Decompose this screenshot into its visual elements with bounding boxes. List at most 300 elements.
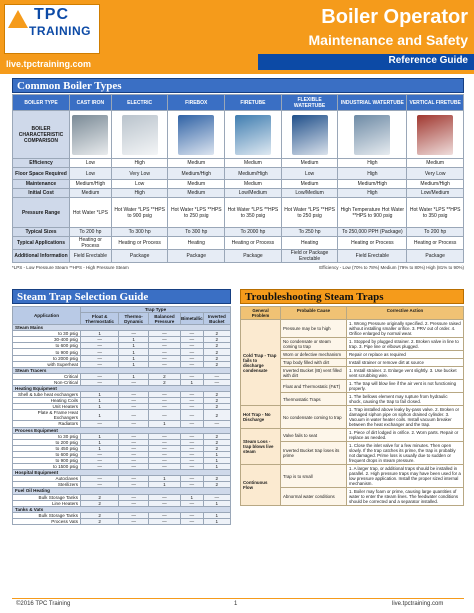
trap-rating-cell: — (81, 361, 119, 367)
boiler-cell: Hot Water *LPS **HPS to 250 psig (168, 198, 225, 228)
trap-rating-cell: — (119, 518, 148, 524)
trap-rating-cell: — (148, 464, 180, 470)
ts-row (241, 429, 464, 442)
trap-application: to 450 psig (13, 445, 81, 451)
boiler-image-cell (338, 111, 407, 159)
logo-triangle-icon (8, 10, 28, 28)
ts-col-header: General Problem (241, 307, 281, 320)
ts-cause: Worn or defective mechanism (281, 351, 347, 359)
boiler-cell: Field or Package Erectable (281, 250, 338, 263)
ts-action: Install strainer or remove dirt at source (347, 359, 464, 367)
ts-cause: Pressure may be to high (281, 320, 347, 338)
boiler-row-label: Initial Cost (13, 189, 70, 198)
boiler-cell: Very Low (111, 168, 168, 180)
trap-rating-cell: — (203, 421, 230, 427)
boiler-image-row (13, 111, 464, 159)
boiler-row (13, 180, 464, 189)
trap-rating-cell: — (81, 349, 119, 355)
trap-application: with Superheat (13, 361, 81, 367)
ts-col-header: Probable Cause (281, 307, 347, 320)
ts-cause: Float and Thermostatic (F&T) (281, 380, 347, 393)
trap-rating-cell: — (148, 433, 180, 439)
page-subtitle: Maintenance and Safety (308, 32, 468, 48)
boiler-photo-image (72, 115, 108, 155)
ts-action: 1. Stopped by plugged strainer. 2. Broken valve in line to trap. 3. Pipe line or elbows plugged. (347, 338, 464, 351)
ts-header-row (241, 307, 464, 320)
trap-rating-cell: 1 (81, 410, 119, 421)
trap-rating-cell: 1 (119, 349, 148, 355)
trap-application: Unit Heaters (13, 404, 81, 410)
trap-rating-cell: — (119, 404, 148, 410)
trap-section-title: Steam Trap Selection Guide (17, 291, 149, 303)
trap-rating-cell: 2 (203, 404, 230, 410)
trap-header-application: Application (13, 307, 81, 325)
trap-rating-cell: — (203, 373, 230, 379)
boiler-cell: Heating or Process (70, 237, 112, 250)
boiler-row (13, 168, 464, 180)
boiler-col-header: FLEXIBLE WATERTUBE (281, 95, 338, 111)
trap-rating-cell: — (119, 494, 148, 500)
trap-rating-cell: 2 (203, 398, 230, 404)
boiler-photo-image (417, 115, 453, 155)
trap-rating-cell: — (180, 512, 203, 518)
trap-rating-cell: 2 (81, 512, 119, 518)
trap-rating-cell: — (119, 482, 148, 488)
trap-rating-cell: — (180, 404, 203, 410)
ts-action: 1. The bellows element may rupture from hydraulic shock, causing the trap to fail closed. (347, 393, 464, 406)
boiler-image-cell (111, 111, 168, 159)
trap-rating-cell: — (148, 404, 180, 410)
boiler-row (13, 159, 464, 168)
ts-action: 1. Boiler may foam or prime, causing large quantities of water to enter the steam lines. The feedwater conditions should be corrected and a separator installed. (347, 488, 464, 506)
trap-rating-cell: 2 (81, 494, 119, 500)
trap-application: Sterilizers (13, 482, 81, 488)
trap-group-name: Fuel Oil Heating (13, 488, 231, 494)
boiler-cell: Medium (281, 159, 338, 168)
boiler-row-label: Additional Information (13, 250, 70, 263)
boiler-image-cell (70, 111, 112, 159)
footer-url-link[interactable]: live.tpctraining.com (392, 601, 444, 607)
trap-rating-cell: 2 (81, 518, 119, 524)
trap-rating-cell: — (180, 349, 203, 355)
boiler-cell: Low/Medium (407, 189, 464, 198)
trap-rating-cell: 2 (203, 361, 230, 367)
ts-action: 1. Install strainer. 2. Enlarge vent slightly. 3. Use bucket vent scrubbing wire. (347, 367, 464, 380)
trap-rating-cell: — (81, 379, 119, 385)
trap-rating-cell: 2 (203, 410, 230, 421)
boiler-row-label: Typical Sizes (13, 228, 70, 237)
boiler-col-header: BOILER TYPE (13, 95, 70, 111)
boiler-cell: Hot Water *LPS **HPS to 250 psig (281, 198, 338, 228)
trap-rating-cell: — (119, 476, 148, 482)
trap-rating-cell: 1 (81, 331, 119, 337)
boiler-cell: High (111, 159, 168, 168)
trap-rating-cell: 2 (81, 500, 119, 506)
trap-rating-cell: — (148, 439, 180, 445)
boiler-header-row (13, 95, 464, 111)
ts-action: 1. Trap installed above leaky by-pass valve. 2. Broken or damaged siphon pipe on siphon drained cylinder. 3. Vacuum in water heater coils. Install vacuum breaker between the heat exchanger and the trap. (347, 406, 464, 429)
boiler-cell: Field Erectable (338, 250, 407, 263)
trap-application: 30-400 psig (13, 337, 81, 343)
boiler-cell: Hot Water *LPS **HPS to 350 psig (407, 198, 464, 228)
boiler-col-header: VERTICAL FIRETUBE (407, 95, 464, 111)
logo-training-text: TRAINING (29, 24, 91, 38)
boiler-row-label: Floor Space Required (13, 168, 70, 180)
boiler-cell: Low/Medium (225, 189, 282, 198)
boiler-cell: Medium/High (407, 180, 464, 189)
trap-type-header: Inverted Bucket (203, 313, 230, 325)
trap-rating-cell: — (180, 476, 203, 482)
trap-rating-cell: 1 (81, 445, 119, 451)
trap-application: to 30 psig (13, 433, 81, 439)
ts-cause: Trap body filled with dirt (281, 359, 347, 367)
ts-table-wrap (240, 306, 464, 506)
boiler-cell: Package (168, 250, 225, 263)
boiler-table-wrap (12, 94, 464, 270)
boiler-photo-image (178, 115, 214, 155)
boiler-cell: To 2000 hp (225, 228, 282, 237)
ts-problem: Hot Trap - No Discharge (241, 406, 281, 429)
trap-application: Radiators (13, 421, 81, 427)
trap-rating-cell: — (81, 337, 119, 343)
boiler-image-cell (281, 111, 338, 159)
trap-rating-cell: 2 (148, 379, 180, 385)
boiler-col-header: ELECTRIC (111, 95, 168, 111)
trap-application: Autoclaves (13, 476, 81, 482)
boiler-section-bar (12, 78, 464, 93)
trap-application: Process Vats (13, 518, 81, 524)
trap-rating-cell: — (180, 500, 203, 506)
trap-section-bar (12, 289, 231, 304)
boiler-row (13, 198, 464, 228)
trap-application: to 600 psig (13, 343, 81, 349)
header-url-link[interactable]: live.tpctraining.com (6, 59, 92, 69)
logo-tpc-text: TPC (34, 6, 69, 23)
boiler-cell: Medium/High (70, 180, 112, 189)
boiler-section-title: Common Boiler Types (17, 80, 122, 92)
trap-application: to 2000 psig (13, 355, 81, 361)
trap-group-name: Steam Tracers (13, 367, 231, 373)
trap-rating-cell: 2 (203, 476, 230, 482)
boiler-row (13, 189, 464, 198)
boiler-photo-image (122, 115, 158, 155)
trap-rating-cell: — (180, 331, 203, 337)
ts-problem: Continuous Flow (241, 465, 281, 506)
trap-rating-cell: — (180, 343, 203, 349)
trap-application: to 900 psig (13, 457, 81, 463)
trap-rating-cell: — (180, 518, 203, 524)
boiler-cell: Low (281, 168, 338, 180)
trap-application: to 200 psig (13, 439, 81, 445)
boiler-row (13, 237, 464, 250)
boiler-cell: Hot Water *LPS **HPS to 900 psig (111, 198, 168, 228)
trap-rating-cell: — (148, 512, 180, 518)
trap-application: Bulk Storage Tanks (13, 494, 81, 500)
trap-application: Heating Coils (13, 398, 81, 404)
trap-rating-cell: 1 (203, 464, 230, 470)
boiler-row (13, 250, 464, 263)
boiler-cell: To 200 hp (70, 228, 112, 237)
ts-cause: No condensate coming to trap (281, 406, 347, 429)
trap-rating-cell: — (148, 451, 180, 457)
trap-rating-cell: 2 (203, 349, 230, 355)
trap-application: to 1500 psig (13, 464, 81, 470)
trap-rating-cell: — (148, 445, 180, 451)
ts-cause: No condensate or steam coming to trap (281, 338, 347, 351)
trap-type-header: Bimetallic (180, 313, 203, 325)
trap-rating-cell: 1 (203, 457, 230, 463)
boiler-row-label: Pressure Range (13, 198, 70, 228)
trap-application: Non-Critical (13, 379, 81, 385)
trap-table (12, 306, 231, 525)
ts-problem: Steam Loss - trap blows live steam (241, 429, 281, 465)
trap-rating-cell: — (119, 451, 148, 457)
trap-rating-cell: 1 (81, 439, 119, 445)
boiler-cell: Package (111, 250, 168, 263)
boiler-photo-image (235, 115, 271, 155)
trap-group-name: Heating Equipment (13, 386, 231, 392)
boiler-cell: Medium/High (168, 168, 225, 180)
trap-rating-cell: — (148, 331, 180, 337)
boiler-cell: To 300 hp (111, 228, 168, 237)
trap-application: Line Heaters (13, 500, 81, 506)
boiler-cell: Medium (281, 180, 338, 189)
trap-rating-cell: — (148, 343, 180, 349)
trap-rating-cell: — (81, 476, 119, 482)
boiler-table (12, 94, 464, 263)
trap-header-type: Trap Type (81, 307, 231, 313)
boiler-cell: Low (70, 168, 112, 180)
boiler-cell: To 250 hp (281, 228, 338, 237)
boiler-cell: Package (407, 250, 464, 263)
trap-group-name: Tanks & Vats (13, 506, 231, 512)
trap-rating-cell: — (180, 337, 203, 343)
boiler-image-cell (168, 111, 225, 159)
trap-rating-cell: — (148, 500, 180, 506)
trap-rating-cell: — (180, 410, 203, 421)
trap-rating-cell: — (148, 361, 180, 367)
boiler-cell: Field Erectable (70, 250, 112, 263)
trap-application: Plate & Frame Heat Exchangers (13, 410, 81, 421)
trap-rating-cell: — (203, 494, 230, 500)
ts-table (240, 306, 464, 506)
boiler-cell: High (338, 168, 407, 180)
trap-rating-cell: 2 (203, 343, 230, 349)
trap-rating-cell: — (180, 361, 203, 367)
trap-rating-cell: 1 (203, 518, 230, 524)
reference-guide-label: Reference Guide (388, 55, 468, 66)
ts-section-bar (240, 289, 464, 304)
boiler-row-label: Efficiency (13, 159, 70, 168)
boiler-cell: Heating or Process (225, 237, 282, 250)
trap-rating-cell: — (119, 410, 148, 421)
boiler-cell: Medium/High (338, 180, 407, 189)
boiler-row (13, 228, 464, 237)
trap-rating-cell: — (119, 331, 148, 337)
trap-application: to 600 psig (13, 451, 81, 457)
trap-rating-cell: — (180, 373, 203, 379)
boiler-cell: Heating or Process (338, 237, 407, 250)
trap-rating-cell: — (119, 439, 148, 445)
boiler-col-header: INDUSTRIAL WATERTUBE (338, 95, 407, 111)
boiler-cell: High (338, 189, 407, 198)
trap-application: to 30 psig (13, 331, 81, 337)
trap-application: Shell & tube heat exchangers (13, 392, 81, 398)
trap-rating-cell: — (180, 457, 203, 463)
boiler-cell: To 200 hp (407, 228, 464, 237)
trap-rating-cell: 1 (180, 494, 203, 500)
boiler-cell: Very Low (407, 168, 464, 180)
ts-cause: Trap is to small (281, 465, 347, 488)
ts-problem: Cold Trap - Trap fails to discharge condensate (241, 320, 281, 406)
ts-action: Repair or replace as required (347, 351, 464, 359)
boiler-row-label: Typical Applications (13, 237, 70, 250)
trap-row (13, 518, 231, 524)
ts-row (241, 465, 464, 488)
trap-rating-cell: — (180, 439, 203, 445)
boiler-footnote-left: *LPS - Low Pressure Steam **HPS - High Pressure Steam (12, 265, 129, 270)
trap-rating-cell: — (148, 337, 180, 343)
boiler-image-cell (225, 111, 282, 159)
trap-application: to 900 psig (13, 349, 81, 355)
ts-action: 1. Wrong Pressure originally specified. 2. Pressure raised without installing smaller orifice. 3. PRV out of order. 4. Orifice enlarged by normal wear. (347, 320, 464, 338)
trap-rating-cell: 1 (148, 482, 180, 488)
ts-cause: Valve fails to seat (281, 429, 347, 442)
boiler-cell: High (111, 189, 168, 198)
trap-rating-cell: — (180, 464, 203, 470)
trap-rating-cell: — (180, 398, 203, 404)
trap-rating-cell: 1 (81, 398, 119, 404)
ts-col-header: Corrective Action (347, 307, 464, 320)
boiler-cell: Medium (168, 189, 225, 198)
boiler-cell: To 300 hp (168, 228, 225, 237)
boiler-cell: Low/Medium (281, 189, 338, 198)
footer-divider (12, 598, 464, 599)
trap-rating-cell: 1 (119, 355, 148, 361)
boiler-photo-image (354, 115, 390, 155)
boiler-cell: Low (70, 159, 112, 168)
trap-rating-cell: — (148, 355, 180, 361)
boiler-cell: To 250,000 PPH (Package) (338, 228, 407, 237)
ts-action: 1. Close the inlet valve for a few minutes. Then open slowly. If the trap catches its prime, the trap is probably not damaged. Prime loss is usually due to sudden or frequent drops in steam pressure. (347, 442, 464, 465)
trap-rating-cell: — (119, 445, 148, 451)
boiler-col-header: FIREBOX (168, 95, 225, 111)
ts-cause: Abnormal water conditions (281, 488, 347, 506)
trap-rating-cell: — (81, 373, 119, 379)
ts-section-title: Troubleshooting Steam Traps (245, 291, 384, 303)
trap-group-name: Process Equipment (13, 427, 231, 433)
trap-rating-cell: 1 (203, 451, 230, 457)
boiler-cell: Hot Water *LPS **HPS to 350 psig (225, 198, 282, 228)
ts-cause: Thermostatic Traps (281, 393, 347, 406)
ts-row (241, 320, 464, 338)
boiler-image-cell (407, 111, 464, 159)
trap-rating-cell: — (119, 433, 148, 439)
boiler-cell: Low (111, 180, 168, 189)
trap-rating-cell: 1 (203, 500, 230, 506)
trap-rating-cell: — (203, 379, 230, 385)
ts-action: 1. Piece of dirt lodged in orifice. 2. Worn parts. Repair or replace as needed. (347, 429, 464, 442)
trap-application: Critical (13, 373, 81, 379)
boiler-cell: Heating or Process (111, 237, 168, 250)
trap-rating-cell: — (119, 398, 148, 404)
trap-rating-cell: — (119, 457, 148, 463)
trap-rating-cell: — (81, 355, 119, 361)
trap-type-header: Float & Thermostatic (81, 313, 119, 325)
trap-rating-cell: — (148, 398, 180, 404)
boiler-cell: Medium (70, 189, 112, 198)
boiler-cell: High (338, 159, 407, 168)
boiler-col-header: FIRETUBE (225, 95, 282, 111)
trap-rating-cell: — (148, 494, 180, 500)
trap-rating-cell: 1 (81, 404, 119, 410)
trap-rating-cell: 2 (203, 337, 230, 343)
trap-rating-cell: 1 (119, 337, 148, 343)
trap-type-header: Thermo-Dynamic (119, 313, 148, 325)
trap-rating-cell: — (119, 421, 148, 427)
boiler-cell: Medium (225, 159, 282, 168)
boiler-cell: Heating (168, 237, 225, 250)
trap-table-wrap (12, 306, 231, 525)
boiler-cell: Medium/High (225, 168, 282, 180)
boiler-footnote-right: Efficiency - Low (70% to 78%) Medium (79% to 80%) High (81% to 90%) (319, 265, 464, 270)
boiler-cell: Medium (168, 159, 225, 168)
footer-page-number: 1 (234, 601, 238, 607)
trap-rating-cell: — (148, 410, 180, 421)
boiler-cell: Package (225, 250, 282, 263)
ts-row (241, 406, 464, 429)
trap-rating-cell: — (119, 379, 148, 385)
trap-rating-cell: 1 (148, 421, 180, 427)
trap-rating-cell: — (180, 451, 203, 457)
trap-rating-cell: 2 (203, 355, 230, 361)
footer-copyright: ©2016 TPC Training (16, 601, 71, 607)
trap-rating-cell: 2 (203, 445, 230, 451)
trap-rating-cell: 1 (81, 392, 119, 398)
boiler-cell: Medium (225, 180, 282, 189)
ts-action: 1. The trap will blow live if the air vent is not functioning properly. (347, 380, 464, 393)
trap-group-name: Steam Mains (13, 325, 231, 331)
trap-rating-cell: — (81, 464, 119, 470)
trap-rating-cell: — (81, 343, 119, 349)
trap-rating-cell: 2 (203, 439, 230, 445)
trap-rating-cell: — (81, 421, 119, 427)
boiler-col-header: CAST IRON (70, 95, 112, 111)
trap-rating-cell: — (180, 482, 203, 488)
trap-rating-cell: — (148, 518, 180, 524)
boiler-cell: Medium (168, 180, 225, 189)
trap-rating-cell: — (180, 392, 203, 398)
trap-rating-cell: 1 (180, 379, 203, 385)
trap-rating-cell: 2 (148, 373, 180, 379)
trap-rating-cell: 1 (148, 476, 180, 482)
trap-rating-cell: — (148, 457, 180, 463)
trap-rating-cell: — (119, 512, 148, 518)
trap-rating-cell: 2 (203, 392, 230, 398)
trap-rating-cell: 1 (119, 343, 148, 349)
trap-rating-cell: — (119, 464, 148, 470)
trap-rating-cell: — (148, 392, 180, 398)
boiler-image-row-label: BOILER CHARACTERISTIC COMPARISON (13, 111, 70, 159)
trap-rating-cell: — (119, 392, 148, 398)
trap-rating-cell: 2 (203, 482, 230, 488)
trap-rating-cell: 1 (119, 361, 148, 367)
trap-application: Bulk Storage Tanks (13, 512, 81, 518)
trap-rating-cell: — (81, 457, 119, 463)
ts-cause: Inverted Bucket (IB) vent filled with dirt (281, 367, 347, 380)
ts-cause: Inverted Bucket trap loses its prime (281, 442, 347, 465)
boiler-cell: Heating (281, 237, 338, 250)
